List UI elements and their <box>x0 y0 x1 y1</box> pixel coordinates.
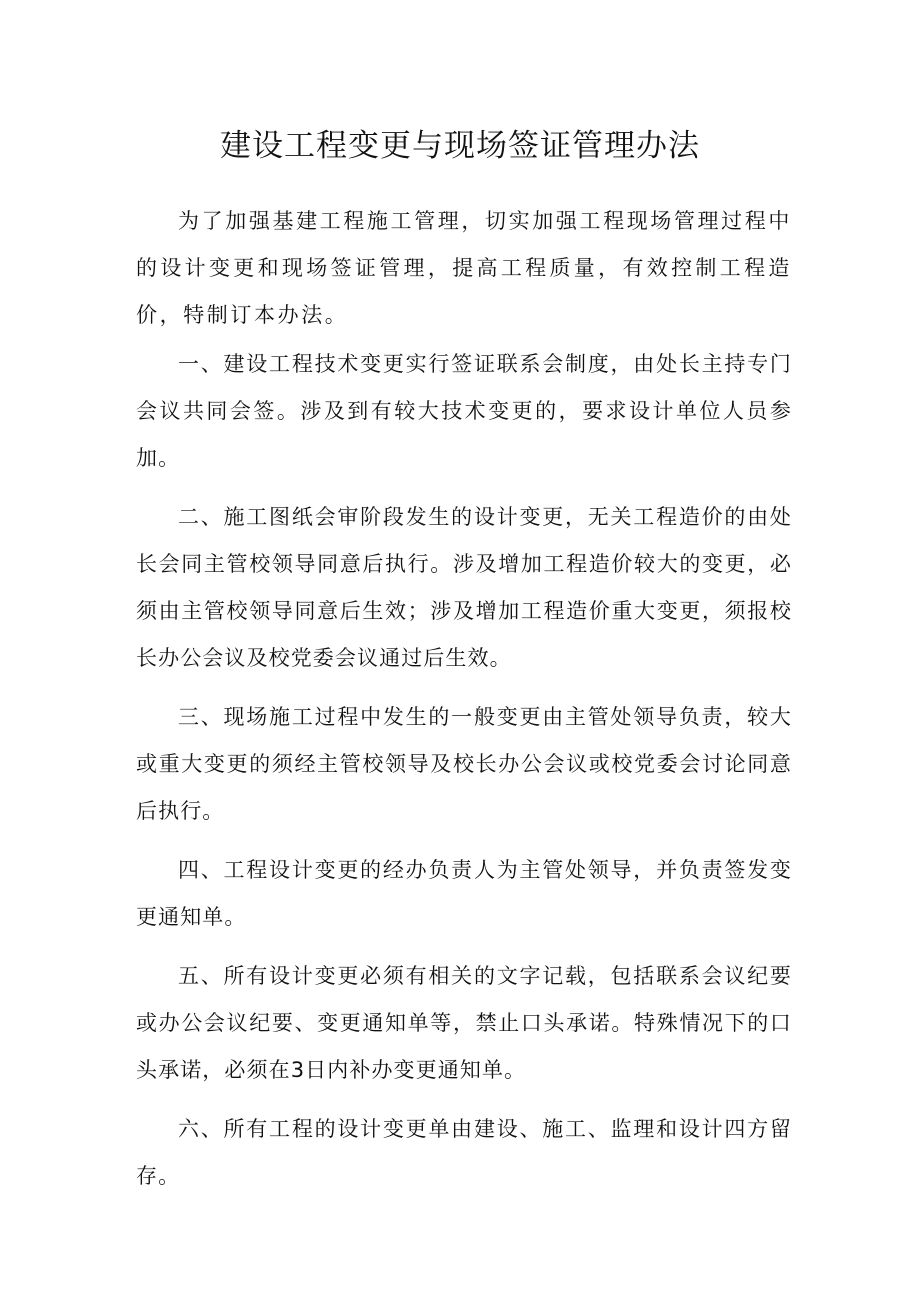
section-2: 二、施工图纸会审阶段发生的设计变更，无关工程造价的由处长会同主管校领导同意后执行。涉及增加工程造价较大的变更，必须由主管校领导同意后生效；涉及增加工程造价重大变更，须报校长办公会议及校党委会议通过后生效。 <box>136 505 792 670</box>
document-title: 建设工程变更与现场签证管理办法 <box>220 128 700 164</box>
section-4: 四、工程设计变更的经办负责人为主管处领导，并负责签发变更通知单。 <box>136 858 792 929</box>
section-1: 一、建设工程技术变更实行签证联系会制度，由处长主持专门会议共同会签。涉及到有较大技术变更的，要求设计单位人员参加。 <box>136 352 792 470</box>
sections-block <box>136 341 792 1212</box>
intro-block <box>136 198 792 339</box>
section-5: 五、所有设计变更必须有相关的文字记载，包括联系会议纪要或办公会议纪要、变更通知单等，禁止口头承诺。特殊情况下的口头承诺，必须在3日内补办变更通知单。 <box>136 964 792 1082</box>
section-6: 六、所有工程的设计变更单由建设、施工、监理和设计四方留存。 <box>136 1117 792 1188</box>
section-3: 三、现场施工过程中发生的一般变更由主管处领导负责，较大或重大变更的须经主管校领导及校长办公会议或校党委会讨论同意后执行。 <box>136 705 792 823</box>
intro-paragraph: 为了加强基建工程施工管理，切实加强工程现场管理过程中的设计变更和现场签证管理，提高工程质量，有效控制工程造价，特制订本办法。 <box>136 209 792 327</box>
